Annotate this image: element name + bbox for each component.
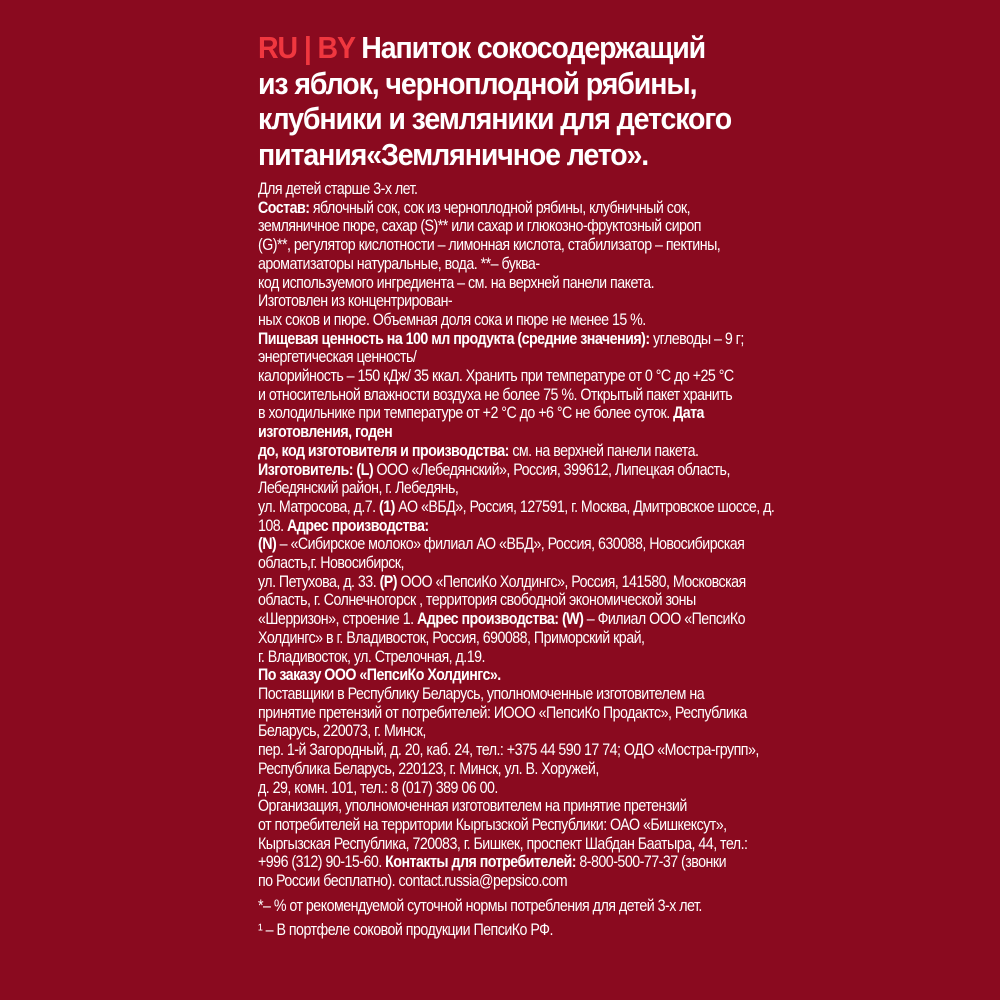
storage-line: и относительной влажности воздуха не более 75 %. Открытый пакет хранить	[258, 385, 733, 404]
composition-line: ароматизаторы натуральные, вода. **– буква-	[258, 254, 540, 273]
kyrgyz-org-line: Кыргызская Республика, 720083, г. Бишкек, проспект Шабдан Баатыра, 44, тел.:	[258, 834, 748, 853]
production-line: область,г. Новосибирск,	[258, 554, 404, 573]
ordered-by: По заказу ООО «ПепсиКо Холдингс».	[258, 666, 501, 685]
production-line: г. Владивосток, ул. Стрелочная, д.19.	[258, 647, 485, 666]
date-label: Дата	[669, 404, 704, 423]
nutrition-line: Пищевая ценность на 100 мл продукта (средние значения): углеводы – 9 г;	[258, 329, 744, 348]
kyrgyz-org-line: от потребителей на территории Кыргызской Республики: ОАО «Бишкексут»,	[258, 815, 727, 834]
lang-by: BY	[317, 30, 355, 65]
production-line: «Шерризон», строение 1. Адрес производства: (W) – Филиал ООО «ПепсиКо	[258, 610, 746, 629]
title-line-4: питания«Земляничное лето».	[258, 136, 649, 172]
production-line: Холдингс» в г. Владивосток, Россия, 690088, Приморский край,	[258, 628, 645, 647]
composition-label: Состав:	[258, 198, 310, 217]
title-text-1: Напиток сокосодержащий	[361, 30, 706, 65]
plant-code-1: (1)	[375, 497, 395, 516]
contacts-label: Контакты для потребителей:	[381, 853, 576, 872]
concentrate-note: Изготовлен из концентрирован-	[258, 292, 453, 311]
lang-ru: RU	[258, 30, 297, 65]
nutrition-label: Пищевая ценность на 100 мл продукта (средние значения):	[258, 329, 650, 348]
production-address-label-w: Адрес производства: (W)	[413, 610, 584, 629]
production-line: ул. Петухова, д. 33. (P) ООО «ПепсиКо Холдингс», Россия, 141580, Московская	[258, 572, 746, 591]
production-address-label: Адрес производства:	[283, 516, 429, 535]
contacts-email-line: по России бесплатно). contact.russia@pepsico.com	[258, 872, 568, 891]
storage-line: калорийность – 150 кДж/ 35 ккал. Хранить при температуре от 0 °С до +25 °С	[258, 367, 734, 386]
plant-code-n: (N)	[258, 535, 277, 554]
production-line: (N) – «Сибирское молоко» филиал АО «ВБД», Россия, 630088, Новосибирская	[258, 535, 745, 554]
date-label-cont: изготовления, годен	[258, 423, 393, 442]
production-line: область, г. Солнечногорск , территория свободной экономической зоны	[258, 591, 696, 610]
belarus-suppliers-line: пер. 1-й Загородный, д. 20, каб. 24, тел.: +375 44 590 17 74; ОДО «Мостра-групп»,	[258, 741, 759, 760]
belarus-suppliers-line: принятие претензий от потребителей: ИООО «ПепсиКо Продактс», Республика	[258, 703, 747, 722]
lang-separator: |	[303, 30, 311, 65]
title-line-1	[258, 30, 736, 66]
product-label-panel	[258, 30, 775, 940]
date-code-label: до, код изготовителя и производства:	[258, 441, 509, 460]
plant-code-p: (P)	[376, 572, 397, 591]
kyrgyz-org-line: Организация, уполномоченная изготовителем на принятие претензий	[258, 797, 687, 816]
label-body-text	[258, 180, 775, 940]
manufacturer-line: Лебедянский район, г. Лебедянь,	[258, 479, 459, 498]
belarus-suppliers-line: Беларусь, 220073, г. Минск,	[258, 722, 426, 741]
manufacturer-line: ул. Матросова, д.7. (1) АО «ВБД», Россия, 127591, г. Москва, Дмитровское шоссе, д.	[258, 497, 775, 516]
belarus-suppliers-line: Поставщики в Республику Беларусь, уполномоченные изготовителем на	[258, 684, 705, 703]
title-line-2: из яблок, черноплодной рябины,	[258, 65, 697, 101]
contacts-line: +996 (312) 90-15-60. Контакты для потребителей: 8-800-500-77-37 (звонки	[258, 853, 727, 872]
juice-share-note: ных соков и пюре. Объемная доля сока и пюре не менее 15 %.	[258, 310, 646, 329]
product-title	[258, 30, 736, 172]
composition-line: земляничное пюре, сахар (S)** или сахар и глюкозно-фруктозный сироп	[258, 217, 701, 236]
footnote-portfolio: ¹ – В портфеле соковой продукции ПепсиКо РФ.	[258, 921, 553, 940]
title-line-3: клубники и земляники для детского	[258, 101, 732, 136]
composition-line: Состав: яблочный сок, сок из черноплодной рябины, клубничный сок,	[258, 198, 691, 217]
belarus-suppliers-line: Республика Беларусь, 220123, г. Минск, ул. В. Хоружей,	[258, 759, 599, 778]
manufacturer-line: Изготовитель: (L) ООО «Лебедянский», Россия, 399612, Липецкая область,	[258, 460, 730, 479]
footnote-daily-norm: *– % от рекомендуемой суточной нормы потребления для детей 3-х лет.	[258, 896, 702, 915]
age-note: Для детей старше 3-х лет.	[258, 180, 418, 198]
storage-line: в холодильнике при температуре от +2 °С до +6 °С не более суток. Дата	[258, 404, 704, 423]
nutrition-line: энергетическая ценность/	[258, 348, 417, 367]
date-code-line: до, код изготовителя и производства: см. на верхней панели пакета.	[258, 441, 699, 460]
manufacturer-label: Изготовитель: (L)	[258, 460, 374, 479]
belarus-suppliers-line: д. 29, комн. 101, тел.: 8 (017) 389 06 00.	[258, 778, 498, 797]
composition-line: код используемого ингредиента – см. на верхней панели пакета.	[258, 273, 655, 292]
composition-line: (G)**, регулятор кислотности – лимонная кислота, стабилизатор – пектины,	[258, 236, 721, 255]
manufacturer-line: 108. Адрес производства:	[258, 516, 429, 535]
